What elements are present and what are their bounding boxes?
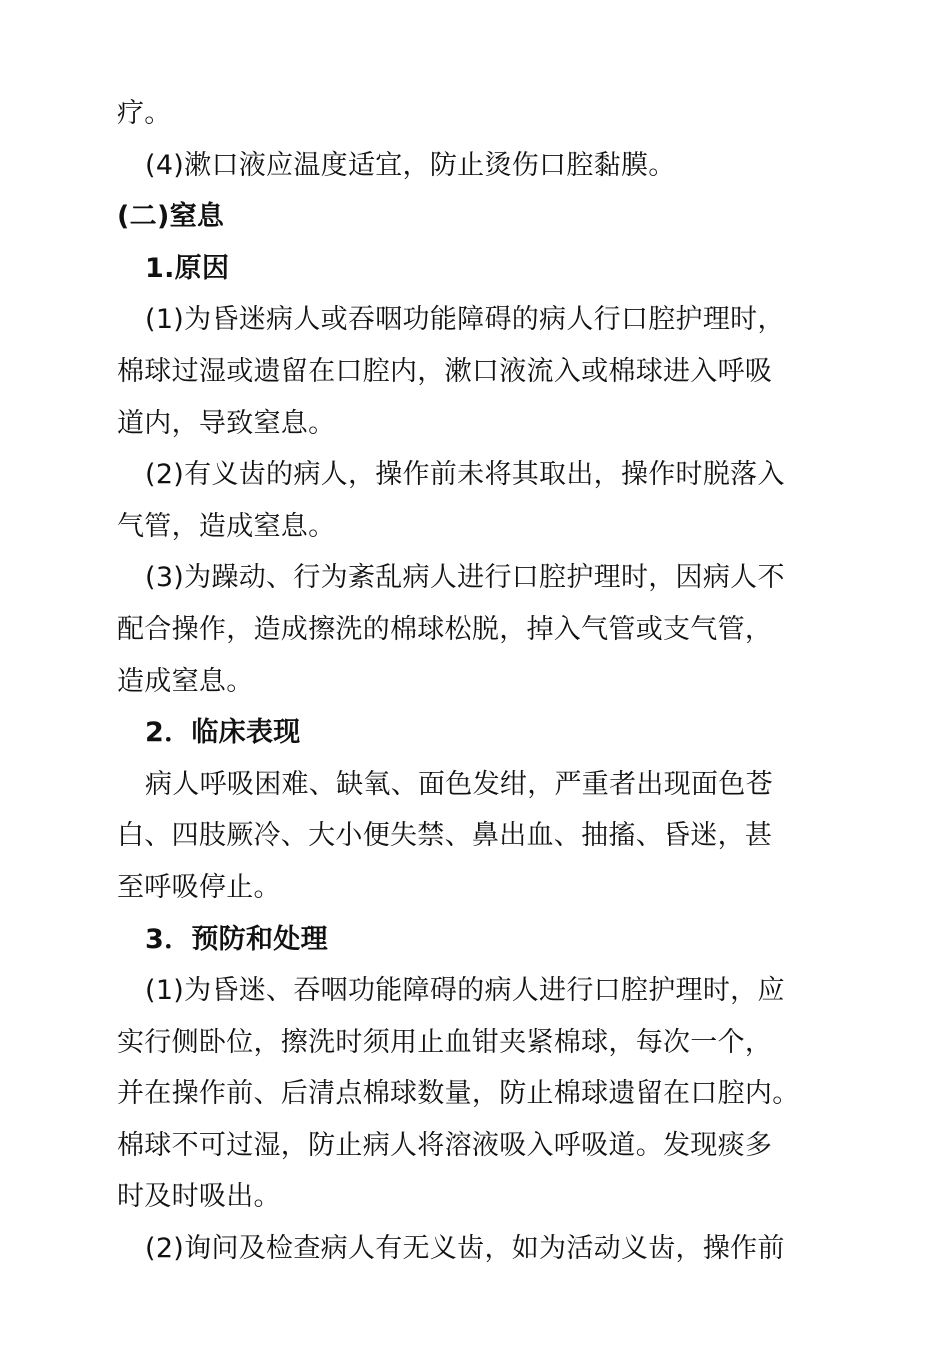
subsection-heading: 3．预防和处理 [145, 923, 328, 955]
text-line: 气管，造成窒息。 [117, 510, 336, 542]
text-line: (2)有义齿的病人，操作前未将其取出，操作时脱落入 [145, 459, 785, 491]
subsection-heading: 1.原因 [145, 252, 230, 284]
text-line: 至呼吸停止。 [117, 871, 281, 903]
text-line: 疗。 [117, 98, 172, 129]
text-line: (1)为昏迷、吞咽功能障碍的病人进行口腔护理时，应 [145, 975, 785, 1007]
text-line: 时及时吸出。 [117, 1181, 281, 1213]
text-line: 病人呼吸困难、缺氧、面色发绀，严重者出现面色苍 [145, 768, 773, 800]
text-line: (4)漱口液应温度适宜，防止烫伤口腔黏膜。 [145, 149, 676, 181]
text-line: 道内，导致窒息。 [117, 407, 336, 439]
document-page [117, 88, 862, 1275]
text-line: 实行侧卧位，擦洗时须用止血钳夹紧棉球，每次一个， [117, 1026, 773, 1058]
text-line: (2)询问及检查病人有无义齿，如为活动义齿，操作前 [145, 1233, 785, 1265]
text-line: 棉球过湿或遗留在口腔内，漱口液流入或棉球进入呼吸 [117, 355, 773, 387]
text-line: (1)为昏迷病人或吞咽功能障碍的病人行口腔护理时， [145, 304, 785, 336]
text-line: 造成窒息。 [117, 665, 254, 697]
section-heading: (二)窒息 [117, 201, 225, 233]
text-line: (3)为躁动、行为紊乱病人进行口腔护理时，因病人不 [145, 562, 785, 594]
text-line: 配合操作，造成擦洗的棉球松脱，掉入气管或支气管， [117, 613, 773, 645]
text-line: 并在操作前、后清点棉球数量，防止棉球遗留在口腔内。 [117, 1078, 800, 1110]
text-line: 白、四肢厥冷、大小便失禁、鼻出血、抽搐、昏迷，甚 [117, 820, 773, 852]
text-line: 棉球不可过湿，防止病人将溶液吸入呼吸道。发现痰多 [117, 1129, 773, 1161]
subsection-heading: 2．临床表现 [145, 717, 301, 749]
